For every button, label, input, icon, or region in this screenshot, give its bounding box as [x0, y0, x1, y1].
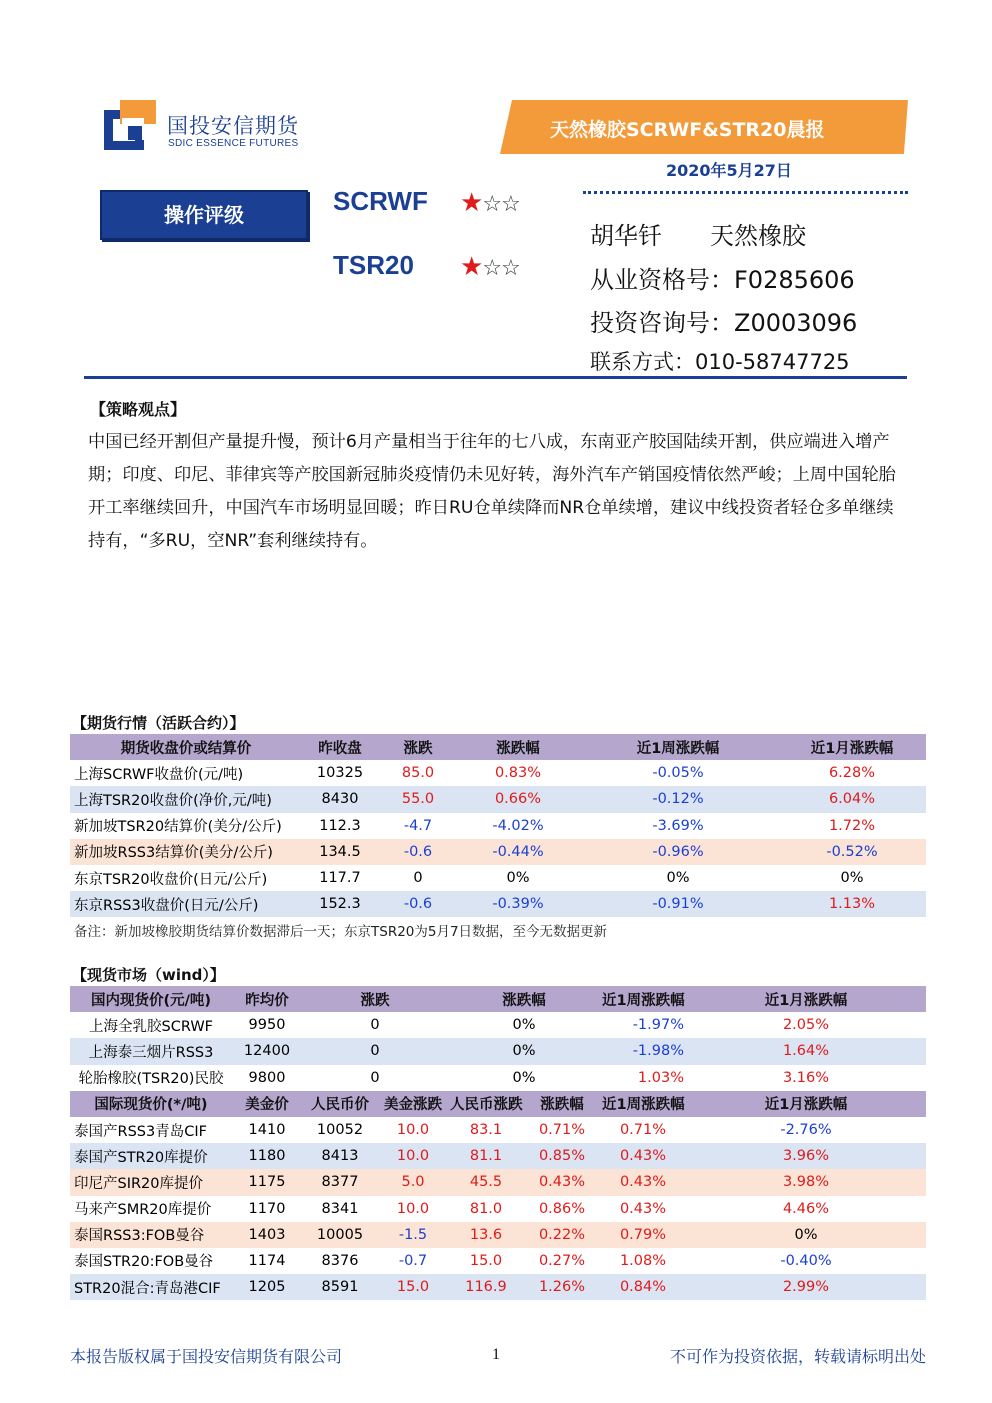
table-cell: -1.97%: [600, 1012, 686, 1038]
table-cell: 0%: [686, 1222, 926, 1248]
table-cell: 1.03%: [600, 1065, 686, 1091]
row-label: 轮胎橡胶(TSR20)民胶: [70, 1065, 232, 1091]
table-cell: 0: [302, 1038, 448, 1064]
table-cell: 1.72%: [778, 813, 926, 839]
table-header-row: [70, 1091, 926, 1117]
company-logo: [104, 100, 156, 152]
column-header: 近1月涨跌幅: [686, 986, 926, 1012]
table-cell: 5.0: [378, 1169, 448, 1195]
table-row: [70, 760, 926, 786]
table-cell: 10.0: [378, 1117, 448, 1143]
report-date: 2020年5月27日: [666, 161, 792, 180]
column-header: 近1周涨跌幅: [578, 734, 778, 760]
table-cell: 1.08%: [600, 1248, 686, 1274]
table-cell: -4.7: [378, 813, 458, 839]
table-cell: -0.39%: [458, 891, 578, 917]
table-cell: 0%: [458, 865, 578, 891]
analyst-name: 胡华钎 天然橡胶: [590, 222, 806, 250]
star-rating-scrwf: [460, 188, 520, 218]
table-cell: -0.44%: [458, 839, 578, 865]
table-header-row: [70, 986, 926, 1012]
rating-product-tsr20: TSR20: [333, 250, 414, 280]
table-row: [70, 1169, 926, 1195]
column-header: 国际现货价(*/吨): [70, 1091, 232, 1117]
table-cell: 15.0: [448, 1248, 524, 1274]
report-title: 天然橡胶SCRWF&STR20晨报: [550, 119, 825, 141]
table-cell: 3.16%: [686, 1065, 926, 1091]
table-cell: 0%: [578, 865, 778, 891]
table-cell: 117.7: [302, 865, 378, 891]
table-cell: -1.5: [378, 1222, 448, 1248]
column-header: 涨跌幅: [524, 1091, 600, 1117]
table-cell: 8430: [302, 786, 378, 812]
table-cell: 1.26%: [524, 1274, 600, 1300]
table-cell: 1410: [232, 1117, 302, 1143]
table-cell: 8341: [302, 1196, 378, 1222]
table-cell: 12400: [232, 1038, 302, 1064]
table-cell: 8376: [302, 1248, 378, 1274]
column-header: 美金价: [232, 1091, 302, 1117]
star-empty-icon: ☆☆: [482, 192, 520, 217]
table-cell: -0.12%: [578, 786, 778, 812]
table-cell: 112.3: [302, 813, 378, 839]
table-cell: 0.43%: [600, 1196, 686, 1222]
strategy-heading: 【策略观点】: [90, 400, 187, 419]
table-cell: -0.96%: [578, 839, 778, 865]
table-row: [70, 1012, 926, 1038]
table-cell: 45.5: [448, 1169, 524, 1195]
table-cell: 1205: [232, 1274, 302, 1300]
column-header: 近1周涨跌幅: [600, 1091, 686, 1117]
table-cell: -0.6: [378, 839, 458, 865]
row-label: 上海TSR20收盘价(净价,元/吨): [70, 786, 302, 812]
table-cell: 0.83%: [458, 760, 578, 786]
table-cell: 0: [378, 865, 458, 891]
page-number: 1: [492, 1346, 500, 1363]
row-label: 泰国产STR20库提价: [70, 1143, 232, 1169]
rating-product-scrwf: SCRWF: [333, 186, 428, 216]
table-row: [70, 1117, 926, 1143]
table-cell: 0%: [448, 1038, 600, 1064]
header-divider: [84, 376, 907, 379]
table-header-row: [70, 734, 926, 760]
table-cell: 1.13%: [778, 891, 926, 917]
row-label: 上海全乳胶SCRWF: [70, 1012, 232, 1038]
table-cell: 0%: [448, 1065, 600, 1091]
footer-copyright: 本报告版权属于国投安信期货有限公司: [70, 1347, 343, 1366]
table-cell: -0.05%: [578, 760, 778, 786]
table-cell: 152.3: [302, 891, 378, 917]
table-cell: 1175: [232, 1169, 302, 1195]
table-cell: 9950: [232, 1012, 302, 1038]
column-header: 涨跌: [378, 734, 458, 760]
row-label: STR20混合:青岛港CIF: [70, 1274, 232, 1300]
table-cell: 8413: [302, 1143, 378, 1169]
table-cell: 0.43%: [600, 1169, 686, 1195]
table-cell: 10052: [302, 1117, 378, 1143]
footer-disclaimer: 不可作为投资依据，转载请标明出处: [669, 1347, 926, 1366]
table-cell: 3.98%: [686, 1169, 926, 1195]
table-cell: -4.02%: [458, 813, 578, 839]
table-row: [70, 865, 926, 891]
table-cell: 81.0: [448, 1196, 524, 1222]
table-row: [70, 1248, 926, 1274]
table-cell: 1174: [232, 1248, 302, 1274]
table-cell: 85.0: [378, 760, 458, 786]
row-label: 上海SCRWF收盘价(元/吨): [70, 760, 302, 786]
analyst-consult-number: 投资咨询号：Z0003096: [590, 309, 858, 337]
spot-table: [70, 986, 926, 1300]
row-label: 东京RSS3收盘价(日元/公斤): [70, 891, 302, 917]
column-header: 近1周涨跌幅: [600, 986, 686, 1012]
table-cell: 10.0: [378, 1196, 448, 1222]
futures-table: [70, 734, 926, 917]
brand-name-en: SDIC ESSENCE FUTURES: [168, 138, 299, 149]
table-row: [70, 1196, 926, 1222]
table-cell: 0.43%: [600, 1143, 686, 1169]
table-cell: 6.28%: [778, 760, 926, 786]
table-cell: 0%: [778, 865, 926, 891]
table-row: [70, 1038, 926, 1064]
column-header: 人民币价: [302, 1091, 378, 1117]
table-row: [70, 1222, 926, 1248]
table-cell: 3.96%: [686, 1143, 926, 1169]
table-cell: -0.52%: [778, 839, 926, 865]
table-cell: 1403: [232, 1222, 302, 1248]
table-cell: 134.5: [302, 839, 378, 865]
table-cell: 0.27%: [524, 1248, 600, 1274]
table-cell: 1180: [232, 1143, 302, 1169]
table-cell: 0.66%: [458, 786, 578, 812]
table-cell: 83.1: [448, 1117, 524, 1143]
table-cell: 2.05%: [686, 1012, 926, 1038]
futures-heading: 【期货行情（活跃合约）】: [72, 714, 245, 732]
table-cell: 0.86%: [524, 1196, 600, 1222]
table-cell: 9800: [232, 1065, 302, 1091]
column-header: 涨跌幅: [448, 986, 600, 1012]
table-row: [70, 1143, 926, 1169]
table-row: [70, 1065, 926, 1091]
table-cell: -0.40%: [686, 1248, 926, 1274]
row-label: 泰国STR20:FOB曼谷: [70, 1248, 232, 1274]
column-header: 近1月涨跌幅: [778, 734, 926, 760]
column-header: 美金涨跌: [378, 1091, 448, 1117]
table-cell: 0%: [448, 1012, 600, 1038]
table-cell: -0.91%: [578, 891, 778, 917]
table-cell: 8377: [302, 1169, 378, 1195]
table-cell: 6.04%: [778, 786, 926, 812]
table-cell: 10.0: [378, 1143, 448, 1169]
row-label: 上海泰三烟片RSS3: [70, 1038, 232, 1064]
column-header: 期货收盘价或结算价: [70, 734, 302, 760]
row-label: 新加坡TSR20结算价(美分/公斤): [70, 813, 302, 839]
row-label: 印尼产SIR20库提价: [70, 1169, 232, 1195]
table-cell: 10325: [302, 760, 378, 786]
star-empty-icon: ☆☆: [482, 256, 520, 281]
table-cell: 0: [302, 1065, 448, 1091]
table-cell: 0.22%: [524, 1222, 600, 1248]
strategy-text: 中国已经开割但产量提升慢，预计6月产量相当于往年的七八成，东南亚产胶国陆续开割，供应端进入增产期；印度、印尼、菲律宾等产胶国新冠肺炎疫情仍未见好转，海外汽车产销国疫情依然严峻；上周中国轮胎开工率继续回升，中国汽车市场明显回暖；昨日RU仓单续降而NR仓单续增，建议中线投资者轻仓多单继续持有，“多RU，空NR”套利继续持有。: [88, 432, 896, 551]
star-filled-icon: ★: [460, 188, 483, 218]
column-header: 国内现货价(元/吨): [70, 986, 232, 1012]
analyst-qualification: 从业资格号：F0285606: [590, 266, 855, 294]
row-label: 泰国产RSS3青岛CIF: [70, 1117, 232, 1143]
row-label: 东京TSR20收盘价(日元/公斤): [70, 865, 302, 891]
table-row: [70, 891, 926, 917]
table-row: [70, 1274, 926, 1300]
table-cell: 0.79%: [600, 1222, 686, 1248]
table-cell: 0.84%: [600, 1274, 686, 1300]
rating-label-box: 操作评级: [100, 190, 308, 240]
table-cell: 8591: [302, 1274, 378, 1300]
table-row: [70, 813, 926, 839]
table-cell: 0.71%: [600, 1117, 686, 1143]
table-cell: 1.64%: [686, 1038, 926, 1064]
column-header: 涨跌幅: [458, 734, 578, 760]
table-cell: 13.6: [448, 1222, 524, 1248]
table-row: [70, 839, 926, 865]
dotted-divider: [583, 191, 908, 194]
column-header: 涨跌: [302, 986, 448, 1012]
table-cell: -0.6: [378, 891, 458, 917]
table-cell: -2.76%: [686, 1117, 926, 1143]
table-cell: -0.7: [378, 1248, 448, 1274]
report-title-banner: [500, 100, 908, 154]
spot-heading: 【现货市场（wind）】: [72, 966, 225, 984]
futures-note: 备注：新加坡橡胶期货结算价数据滞后一天；东京TSR20为5月7日数据，至今无数据更新: [74, 924, 608, 940]
row-label: 新加坡RSS3结算价(美分/公斤): [70, 839, 302, 865]
table-cell: -3.69%: [578, 813, 778, 839]
table-cell: 55.0: [378, 786, 458, 812]
table-cell: 4.46%: [686, 1196, 926, 1222]
table-cell: 81.1: [448, 1143, 524, 1169]
table-cell: 0.43%: [524, 1169, 600, 1195]
star-filled-icon: ★: [460, 252, 483, 282]
table-cell: 15.0: [378, 1274, 448, 1300]
column-header: 近1月涨跌幅: [686, 1091, 926, 1117]
star-rating-tsr20: [460, 252, 520, 282]
brand-name-cn: 国投安信期货: [167, 114, 299, 138]
table-cell: 10005: [302, 1222, 378, 1248]
table-cell: 0.85%: [524, 1143, 600, 1169]
table-cell: 0: [302, 1012, 448, 1038]
row-label: 马来产SMR20库提价: [70, 1196, 232, 1222]
row-label: 泰国RSS3:FOB曼谷: [70, 1222, 232, 1248]
table-cell: 0.71%: [524, 1117, 600, 1143]
table-cell: 2.99%: [686, 1274, 926, 1300]
table-cell: -1.98%: [600, 1038, 686, 1064]
table-row: [70, 786, 926, 812]
table-cell: 116.9: [448, 1274, 524, 1300]
column-header: 人民币涨跌: [448, 1091, 524, 1117]
table-cell: 1170: [232, 1196, 302, 1222]
column-header: 昨收盘: [302, 734, 378, 760]
analyst-contact: 联系方式：010-58747725: [590, 350, 850, 374]
column-header: 昨均价: [232, 986, 302, 1012]
